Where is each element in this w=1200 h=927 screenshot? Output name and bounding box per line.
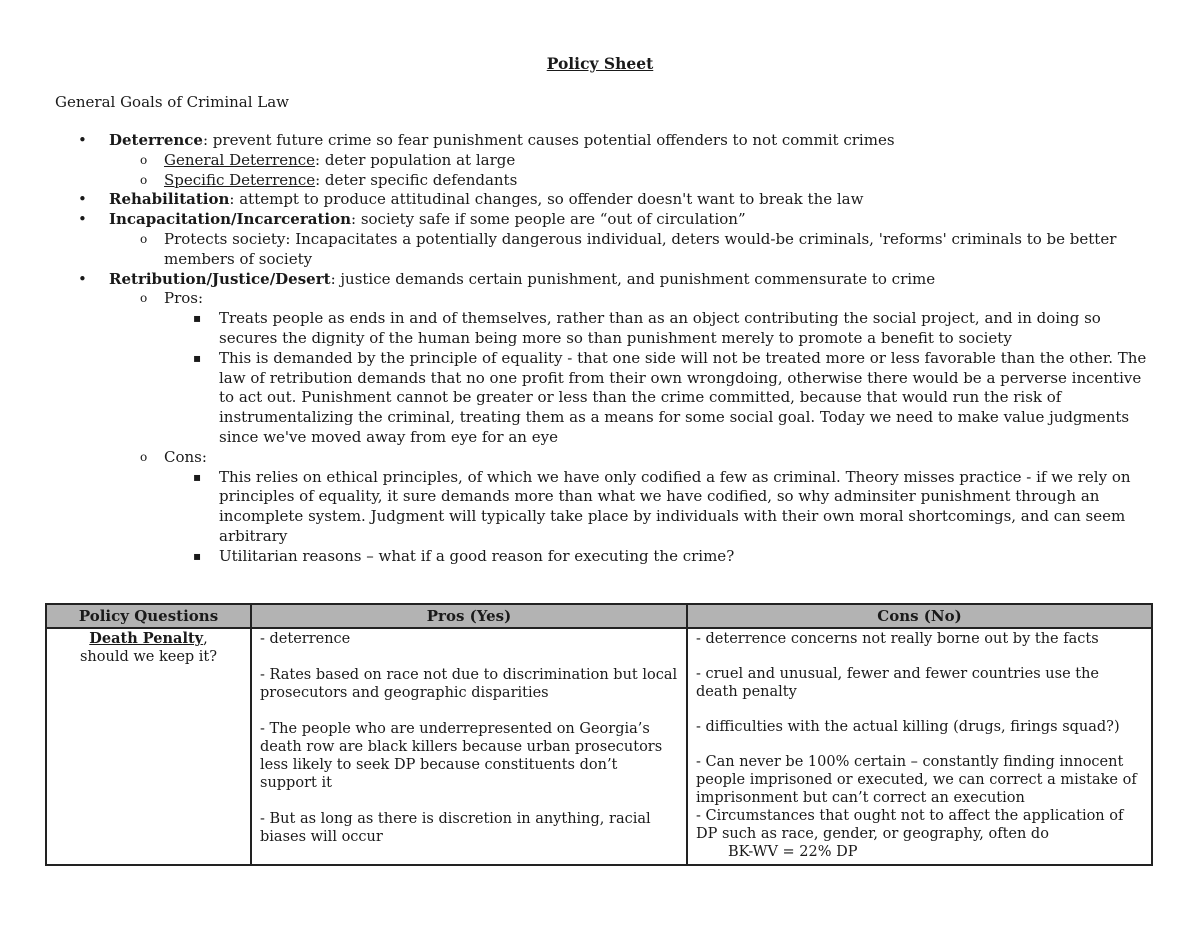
bullet-icon: • <box>78 190 87 209</box>
pros-label: Pros: <box>164 289 204 308</box>
cons-entry: - Can never be 100% certain – constantly finding innocent people imprisoned or executed, we can correct a mistake of imprisonment but can’t correct an execution <box>696 754 1137 806</box>
sub-list <box>109 230 1158 270</box>
sub-term: Specific Deterrence <box>164 170 316 189</box>
square-bullet-icon: ▪ <box>193 548 202 563</box>
sub-list <box>109 151 1158 191</box>
pros-entry: - But as long as there is discretion in anything, racial biases will occur <box>260 811 651 845</box>
cons-point <box>164 547 1158 567</box>
circle-bullet-icon: o <box>140 231 148 246</box>
question-comma: , <box>203 631 208 647</box>
circle-bullet-icon: o <box>140 291 148 306</box>
pros-text: This is demanded by the principle of equality - that one side will not be treated more or less favorable than the other. The law of retribution demands that no one profit from their own wrongdoing, otherwise there would be a perverse incentive to act out. Punishment cannot be greater or less than the crime committed, because that would run the risk of instrumentalizing the criminal, treating them as a means for some social goal. Today we need to make value judgments since we've moved away from eye for an eye <box>219 348 1147 446</box>
square-bullet-icon: ▪ <box>193 350 202 365</box>
page-title: Policy Sheet <box>546 54 654 73</box>
policy-table <box>45 603 1153 866</box>
sub-item <box>109 230 1158 270</box>
cons-formula: BK-WV = 22% DP <box>728 844 858 860</box>
goal-incapacitation <box>78 210 1158 269</box>
goal-term: Retribution/Justice/Desert <box>109 269 331 288</box>
header-cons: Cons (No) <box>687 604 1152 628</box>
sub-term: General Deterrence <box>164 150 316 169</box>
sub-text: Protects society: Incapacitates a potentially dangerous individual, deters would-be criminals, 'reforms' criminals to be better members of society <box>164 229 1117 268</box>
goal-rehabilitation <box>78 190 1158 210</box>
table-row <box>46 628 1152 865</box>
cons-text: This relies on ethical principles, of which we have only codified a few as criminal. Theory misses practice - if we rely on principles of equality, it sure demands more than what we have codified, so why adminsiter punishment through an incomplete system. Judgment will typically take place by individuals with their own moral shortcomings, and can seem arbitrary <box>219 467 1131 545</box>
bullet-icon: • <box>78 131 87 149</box>
header-pros: Pros (Yes) <box>251 604 687 628</box>
cons-entry: - cruel and unusual, fewer and fewer countries use the death penalty <box>696 666 1100 700</box>
sub-text: : deter population at large <box>315 150 516 169</box>
goal-text: : attempt to produce attitudinal changes, so offender doesn't want to break the law <box>229 190 864 209</box>
sub-item <box>109 171 1158 191</box>
pros-point <box>164 309 1158 349</box>
goal-deterrence <box>78 131 1158 190</box>
circle-bullet-icon: o <box>140 152 148 167</box>
pros-item <box>109 289 1158 447</box>
goal-term: Rehabilitation <box>109 190 230 209</box>
goal-retribution <box>78 270 1158 567</box>
goal-term: Incapacitation/Incarceration <box>109 210 351 229</box>
pros-point <box>164 349 1158 448</box>
sub-text: : deter specific defendants <box>315 170 518 189</box>
cons-entry: - difficulties with the actual killing (drugs, firings squad?) <box>696 719 1120 735</box>
cons-text: Utilitarian reasons – what if a good reason for executing the crime? <box>219 546 735 565</box>
cons-list <box>164 468 1158 567</box>
circle-bullet-icon: o <box>140 172 148 187</box>
question-cell <box>46 628 251 865</box>
square-bullet-icon: ▪ <box>193 311 202 326</box>
sub-item <box>109 151 1158 171</box>
pros-list <box>164 309 1158 448</box>
cons-entry: - Circumstances that ought not to affect the application of DP such as race, gender, or geography, often do <box>696 808 1124 842</box>
pros-entry: - The people who are underrepresented on Georgia’s death row are black killers because urban prosecutors less likely to seek DP because constituents don’t support it <box>260 721 663 791</box>
goals-list <box>78 131 1158 567</box>
cons-label: Cons: <box>164 447 207 466</box>
cons-point <box>164 468 1158 547</box>
square-bullet-icon: ▪ <box>193 469 202 484</box>
table-header-row <box>46 604 1152 628</box>
cons-entry: - deterrence concerns not really borne out by the facts <box>696 631 1099 647</box>
goal-text: : justice demands certain punishment, and punishment commensurate to crime <box>330 269 936 288</box>
section-heading: General Goals of Criminal Law <box>55 93 290 111</box>
pros-entry: - deterrence <box>260 631 351 647</box>
goal-text: : prevent future crime so fear punishment causes potential offenders to not commit crimes <box>202 131 895 149</box>
pros-entry: - Rates based on race not due to discrimination but local prosecutors and geographic disparities <box>260 667 678 701</box>
cons-item <box>109 448 1158 567</box>
header-policy-questions: Policy Questions <box>46 604 251 628</box>
sub-list <box>109 289 1158 566</box>
circle-bullet-icon: o <box>140 449 148 464</box>
goal-term: Deterrence <box>109 131 203 149</box>
bullet-icon: • <box>78 210 87 229</box>
cons-cell <box>687 628 1152 865</box>
pros-cell <box>251 628 687 865</box>
goal-text: : society safe if some people are “out of circulation” <box>351 210 746 229</box>
pros-text: Treats people as ends in and of themselves, rather than as an object contributing the social project, and in doing so secures the dignity of the human being more so than punishment merely to promote a benefit to society <box>219 309 1101 347</box>
question-term: Death Penalty <box>89 630 204 647</box>
question-text: should we keep it? <box>79 649 218 665</box>
bullet-icon: • <box>78 269 87 288</box>
